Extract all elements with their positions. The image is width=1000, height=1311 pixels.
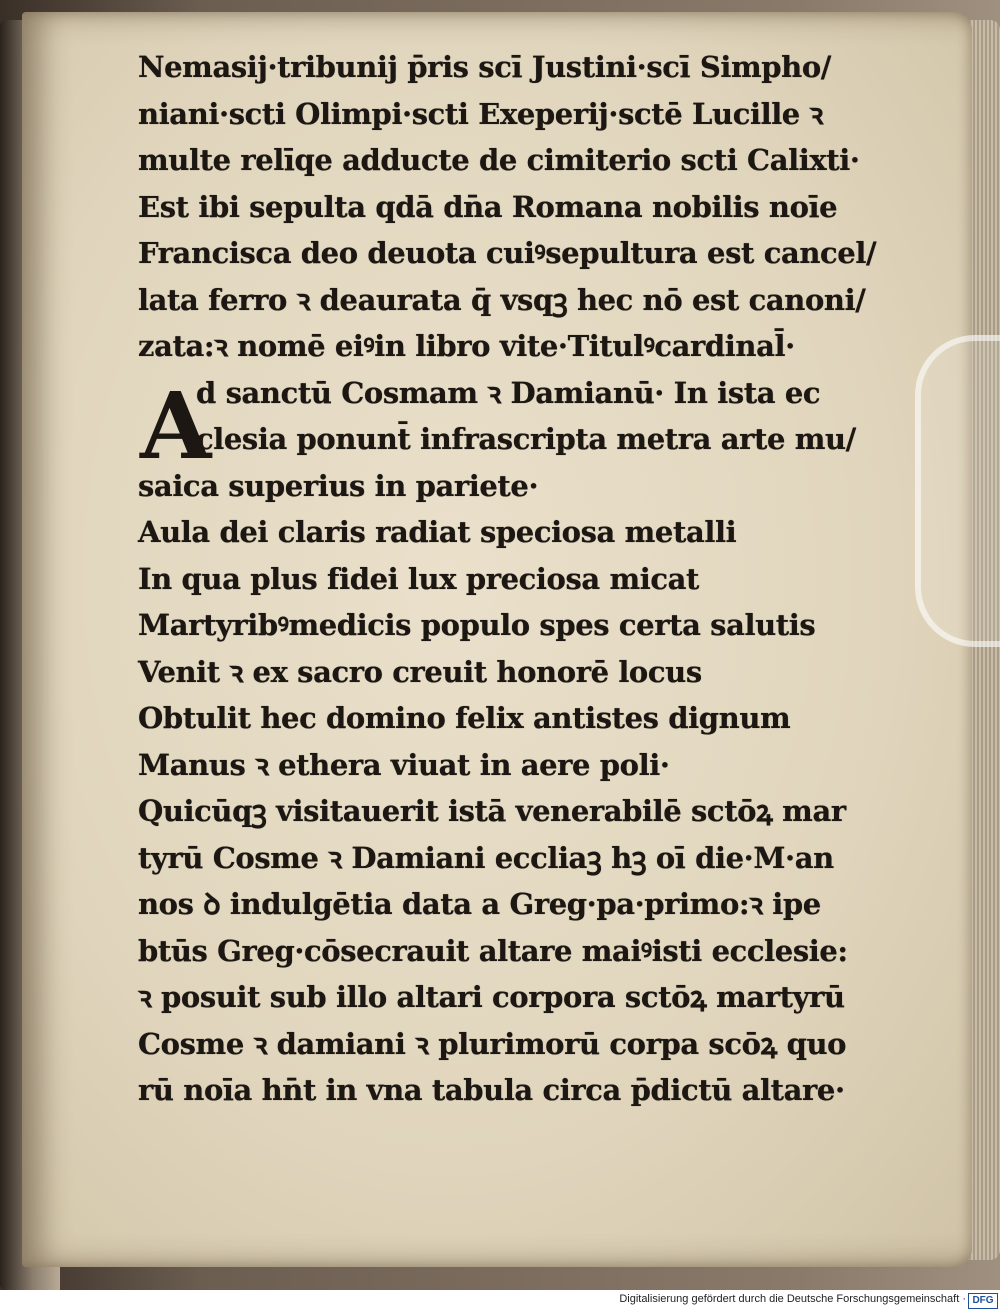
text-line: Manus ꝛ ethera viuat in aere poli·: [138, 747, 670, 782]
text-line: Venit ꝛ ex sacro creuit honorē locus: [138, 654, 702, 689]
text-line: Obtulit hec domino felix antistes dignum: [138, 701, 791, 735]
text-line: Martyribꝰmedicis populo spes certa salutis: [138, 608, 816, 642]
text-line: rū noīa hn̄t in vna tabula circa p̄dictū altare·: [138, 1073, 845, 1107]
text-line: In qua plus fidei lux preciosa micat: [138, 561, 699, 596]
text-line: nos ꝺ indulgētia data a Greg·pa·primo:ꝛ ipe: [138, 887, 821, 921]
text-line: ꝛ posuit sub illo altari corpora sctōꝝ martyrū: [138, 980, 845, 1014]
text-line: saica superius in pariete·: [138, 468, 539, 503]
text-line: niani·scti Olimpi·scti Exeperij·sctē Lucille ꝛ: [138, 96, 823, 131]
footer-bar: [0, 1290, 1000, 1311]
text-line: lata ferro ꝛ deaurata q̄ vsqꝫ hec nō est canoni/: [138, 282, 866, 317]
funding-credit: Digitalisierung gefördert durch die Deutsche Forschungsgemeinschaft ·: [619, 1293, 966, 1305]
page-text: [138, 44, 877, 1114]
text-line: btūs Greg·cōsecrauit altare maiꝰisti ecclesie:: [138, 933, 848, 968]
text-line: tyrū Cosme ꝛ Damiani eccliaꝫ hꝫ oī die·M·an: [138, 840, 834, 875]
text-line: d sanctū Cosmam ꝛ Damianū· In ista ec: [196, 375, 821, 410]
text-line: Quicūqꝫ visitauerit istā venerabilē sctōꝝ mar: [138, 794, 846, 828]
text-line: Aula dei claris radiat speciosa metalli: [138, 515, 737, 549]
dfg-logo-icon: DFG: [968, 1293, 998, 1309]
text-line: Est ibi sepulta qdā dn̄a Romana nobilis noīe: [138, 189, 838, 224]
text-line: multe relīqe adducte de cimiterio scti Calixti·: [138, 143, 860, 177]
text-line: Nemasij·tribunij p̄ris scī Justini·scī Simpho/: [138, 50, 831, 84]
text-line: Cosme ꝛ damiani ꝛ plurimorū corpa scōꝝ quo: [138, 1026, 847, 1061]
text-line: zata:ꝛ nomē eiꝰin libro vite·Titulꝰcardinal̄·: [138, 329, 795, 363]
text-line: Francisca deo deuota cuiꝰsepultura est cancel/: [138, 236, 877, 270]
text-line: clesia ponunt̄ infrascripta metra arte mu/: [196, 422, 856, 456]
glass-clasp-holder: [915, 335, 1000, 647]
drop-cap-initial: A: [140, 372, 212, 480]
